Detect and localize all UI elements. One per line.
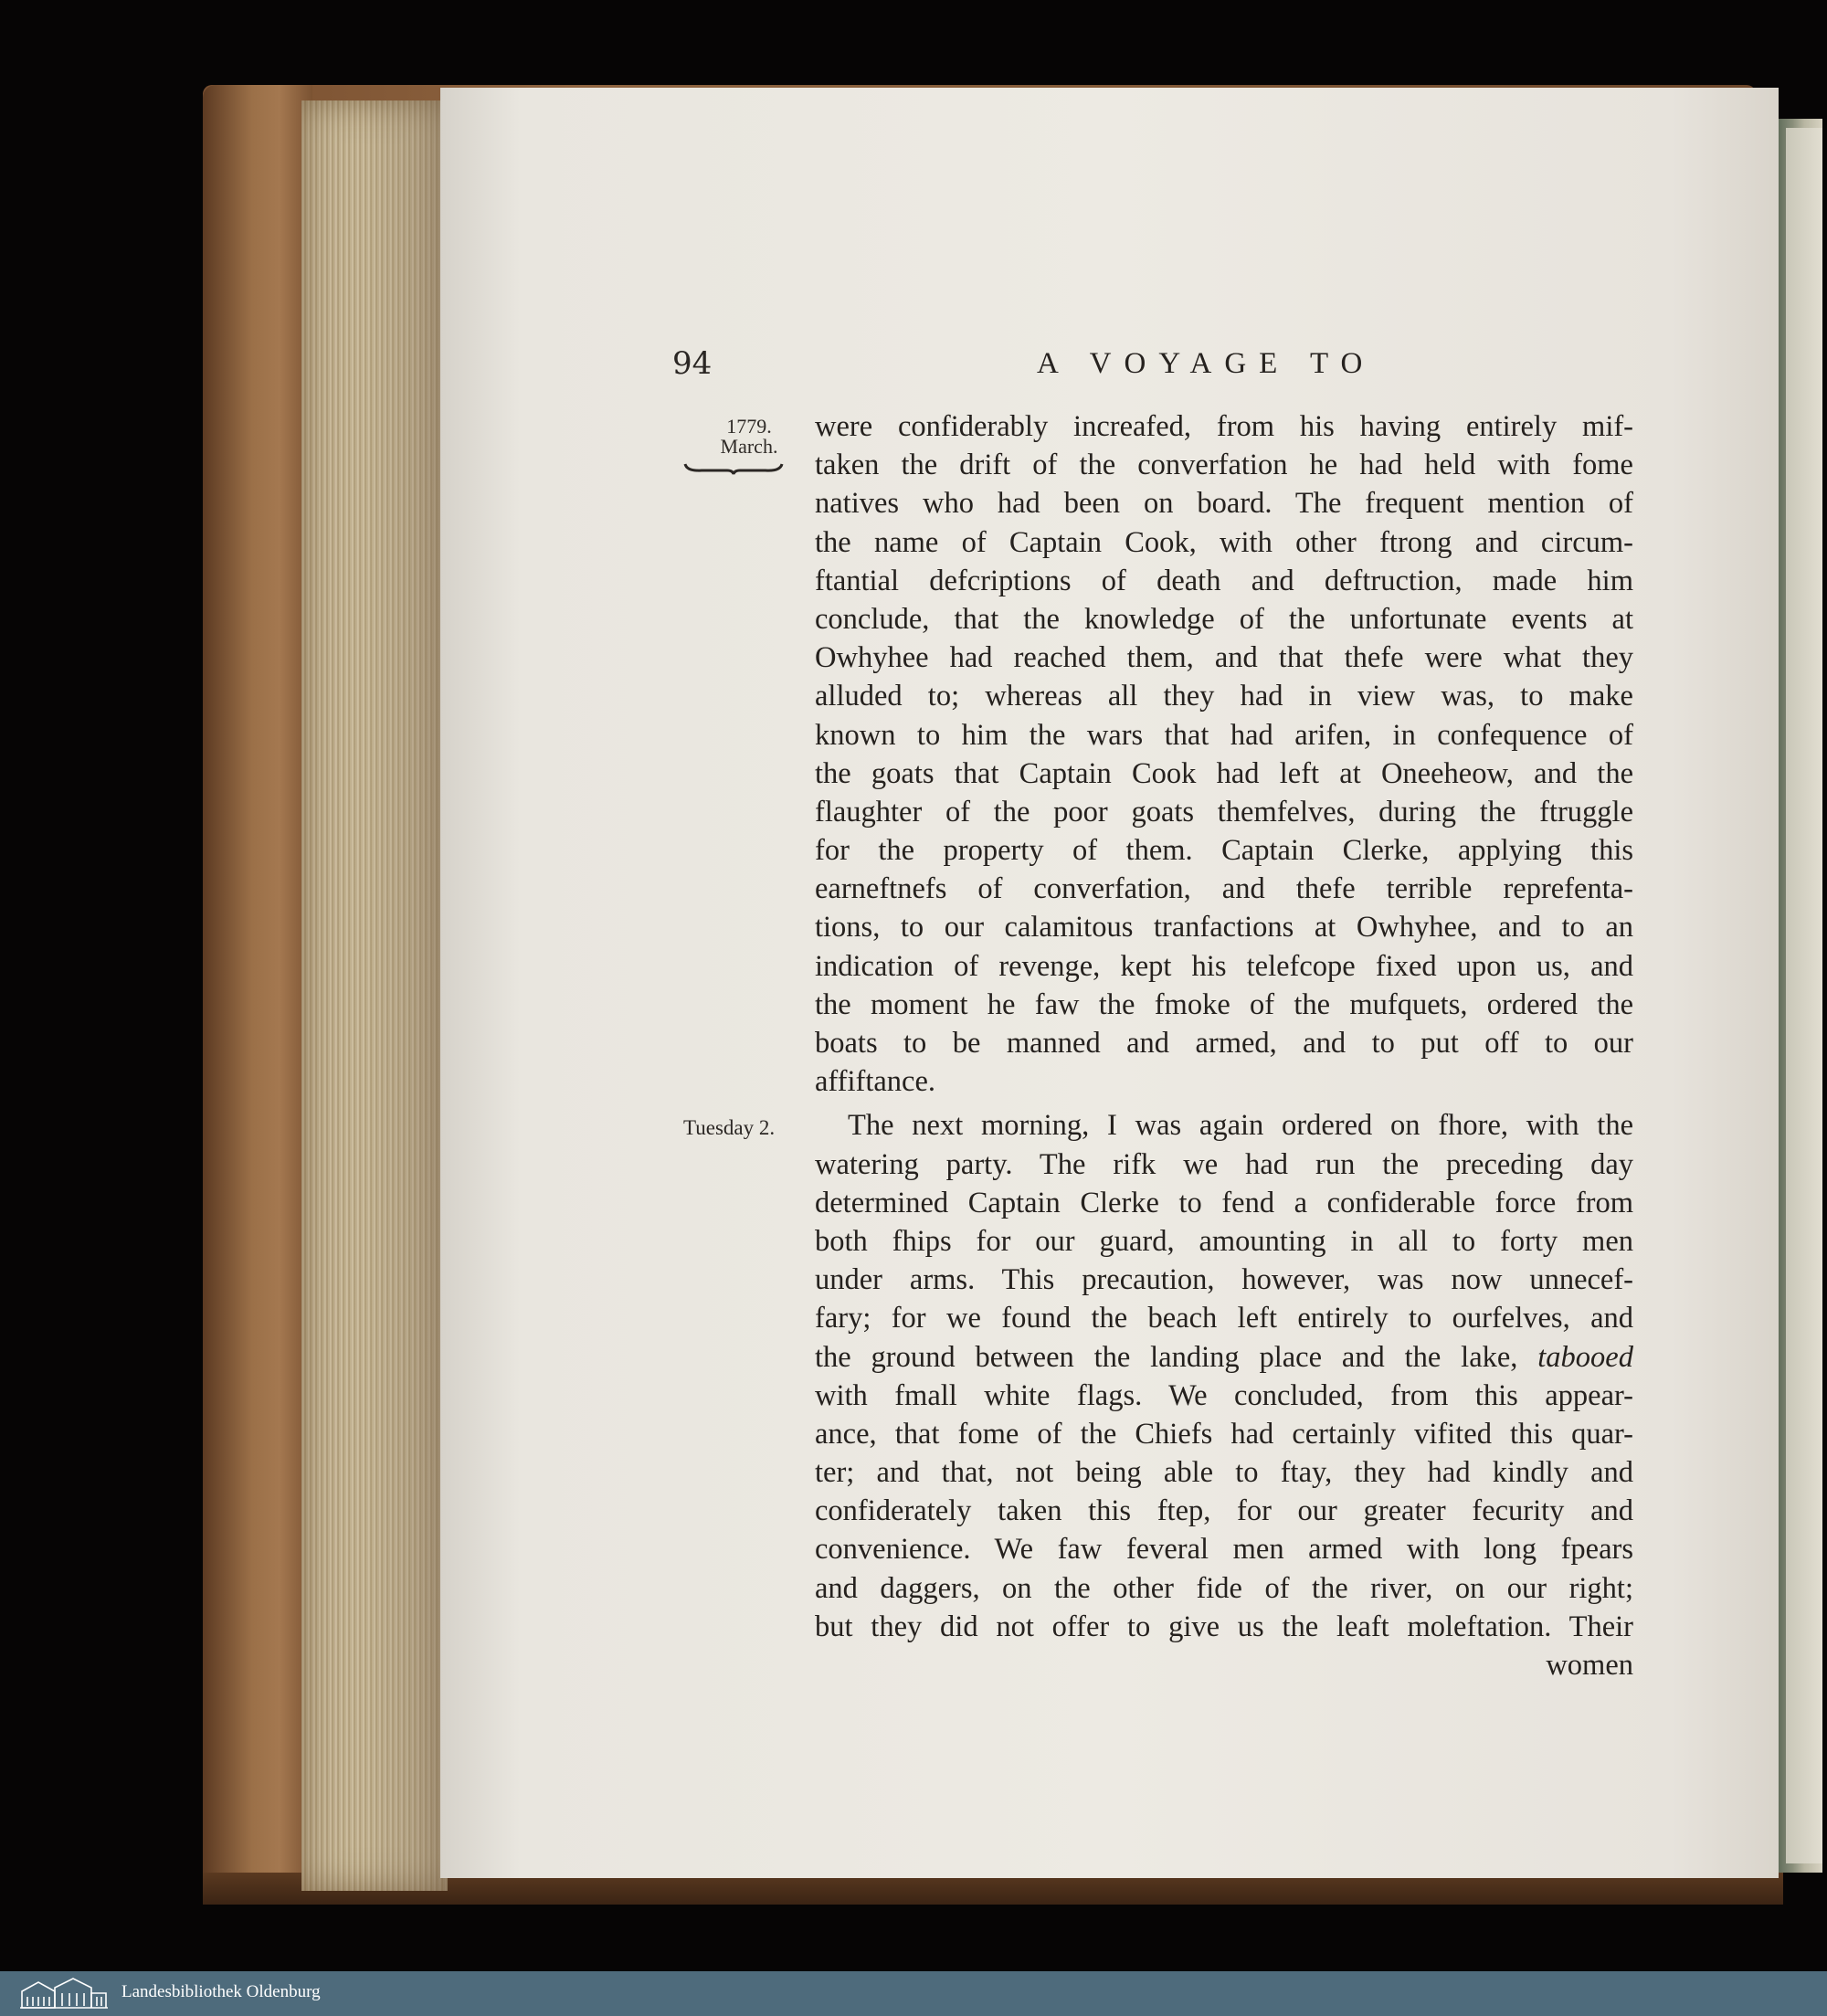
margin-month: March. <box>720 435 778 458</box>
text-line: were confiderably increafed, from his having entirely mif- <box>815 410 1633 443</box>
paragraph-2 <box>815 1106 1633 1684</box>
text-line: boats to be manned and armed, and to put off to our <box>815 1027 1633 1060</box>
text-line: for the property of them. Captain Clerke, applying this <box>815 834 1633 868</box>
text-line: watering party. The rifk we had run the preceding day <box>815 1147 1633 1181</box>
text-line: indication of revenge, kept his telefcope fixed upon us, and <box>815 949 1633 983</box>
text-line: with fmall white flags. We concluded, from this appear- <box>815 1378 1633 1412</box>
text-line: and daggers, on the other fide of the river, on our right; <box>815 1571 1633 1605</box>
text-line: the goats that Captain Cook had left at Oneeheow, and the <box>815 756 1633 790</box>
text-line: tions, to our calamitous tranfactions at Owhyhee, and to an <box>815 911 1633 945</box>
text-line: flaughter of the poor goats themfelves, during the ftruggle <box>815 795 1633 829</box>
text-line: ance, that fome of the Chiefs had certainly vifited this quar- <box>815 1417 1633 1451</box>
margin-day-note: Tuesday 2. <box>683 1116 776 1139</box>
text-line: conclude, that the knowledge of the unfortunate events at <box>815 602 1633 636</box>
text-line: affiftance. <box>815 1065 936 1099</box>
paragraph-1 <box>815 407 1633 1101</box>
text-line: ftantial defcriptions of death and deftruction, made him <box>815 564 1633 597</box>
text-line: alluded to; whereas all they had in view was, to make <box>815 680 1633 713</box>
text-line: natives who had been on board. The frequent mention of <box>815 487 1633 521</box>
text-line: under arms. This precaution, however, was now unnecef- <box>815 1263 1633 1297</box>
text-line: convenience. We faw feveral men armed with long fpears <box>815 1533 1633 1567</box>
text-line: determined Captain Clerke to fend a confiderable force from <box>815 1186 1633 1219</box>
footer-bar <box>0 1971 1827 2016</box>
page-number: 94 <box>672 345 713 382</box>
text-line: fary; for we found the beach left entirely to ourfelves, and <box>815 1302 1633 1335</box>
running-head <box>0 345 1827 391</box>
running-title: A VOYAGE TO <box>1037 347 1376 380</box>
body-text <box>815 407 1633 1684</box>
text-line: the name of Captain Cook, with other ftrong and circum- <box>815 525 1633 559</box>
text-line-with-italic <box>815 1338 1633 1377</box>
text-fragment: the ground between the landing place and the lake, <box>815 1340 1518 1374</box>
catchword: women <box>1546 1649 1633 1682</box>
library-name: Landesbibliothek Oldenburg <box>121 1982 321 2001</box>
italic-word: tabooed <box>1537 1340 1633 1374</box>
text-line: taken the drift of the converfation he had held with fome <box>815 449 1633 482</box>
text-line: but they did not offer to give us the leaft moleftation. Their <box>815 1610 1633 1643</box>
library-building-icon <box>18 1977 110 2010</box>
text-line: known to him the wars that had arifen, in confequence of <box>815 718 1633 752</box>
margin-year: 1779. <box>726 415 772 438</box>
text-line: both fhips for our guard, amounting in all to forty men <box>815 1224 1633 1258</box>
margin-date <box>703 417 795 457</box>
margin-brace-icon <box>683 462 784 475</box>
text-line: confiderately taken this ftep, for our greater fecurity and <box>815 1494 1633 1528</box>
text-line: Owhyhee had reached them, and that thefe were what they <box>815 641 1633 675</box>
text-line: earneftnefs of converfation, and thefe terrible reprefenta- <box>815 872 1633 906</box>
text-line: ter; and that, not being able to ftay, they had kindly and <box>815 1456 1633 1490</box>
text-line: The next morning, I was again ordered on fhore, with the <box>848 1109 1633 1143</box>
text-line: the moment he faw the fmoke of the mufquets, ordered the <box>815 987 1633 1021</box>
